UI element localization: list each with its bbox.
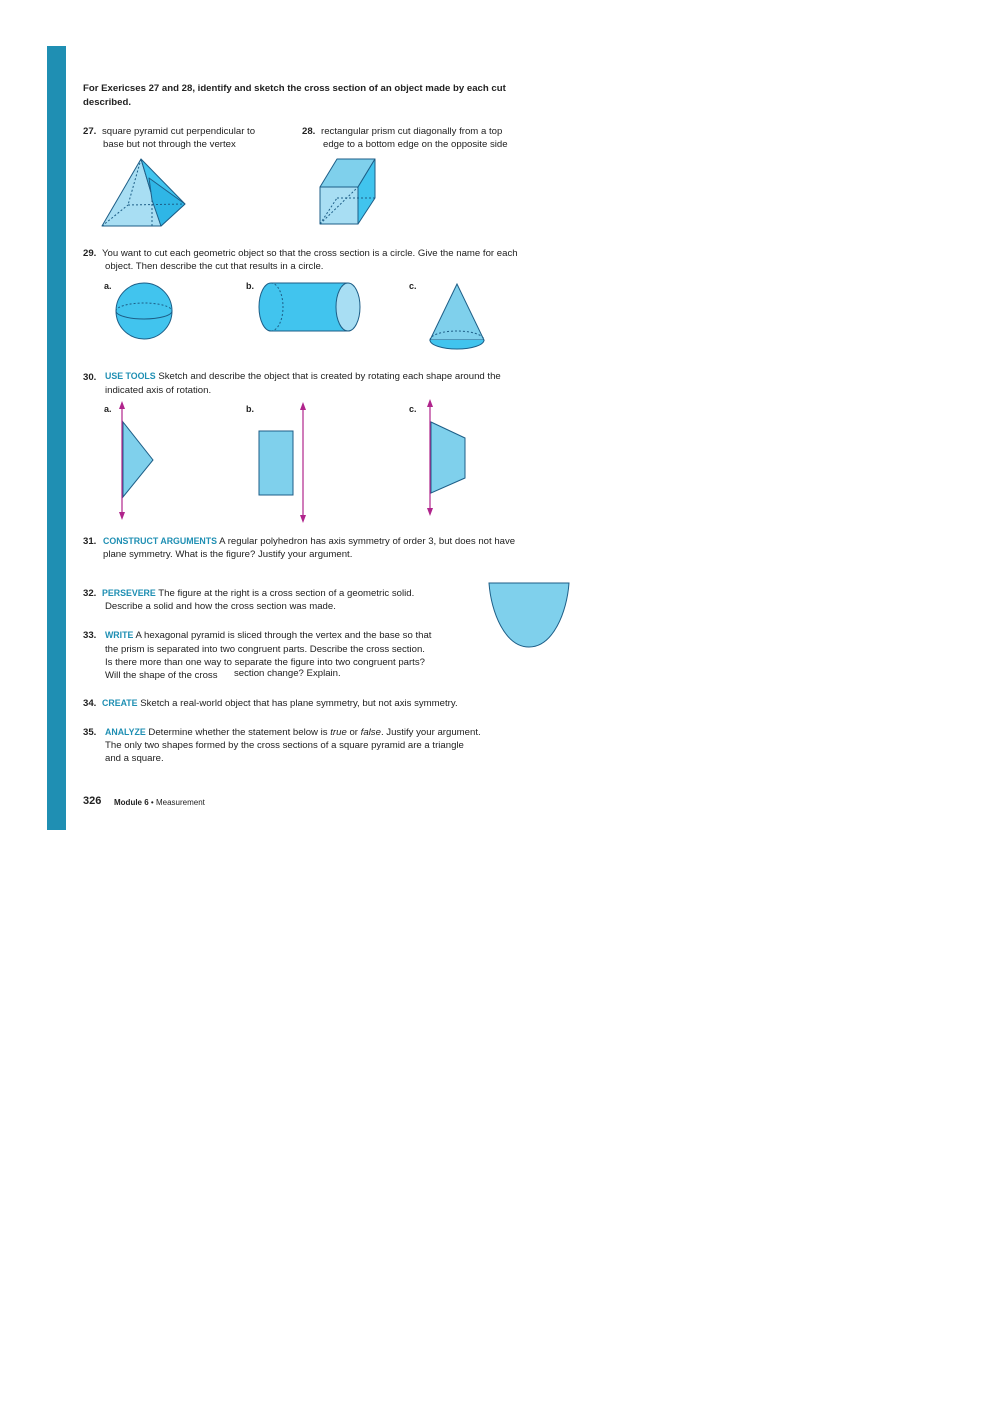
ex30-triangle-figure xyxy=(119,401,153,520)
ex30-part-a-label: a. xyxy=(104,404,112,414)
ex28-prism-figure xyxy=(320,159,375,224)
ex33-number: 33. xyxy=(83,630,97,641)
ex30-line-2: indicated axis of rotation. xyxy=(105,385,212,396)
ex27-line-1: square pyramid cut perpendicular to xyxy=(102,126,256,137)
ex33-line-4a: Will the shape of the cross xyxy=(105,670,218,681)
ex35-text-b: . Justify your argument. xyxy=(380,727,481,738)
ex27-number: 27. xyxy=(83,126,97,137)
ex30-text: Sketch and describe the object that is created by rotating each shape around the xyxy=(158,371,501,382)
ex31-line-2: plane symmetry. What is the figure? Justify your argument. xyxy=(103,549,353,560)
ex28-line-2: edge to a bottom edge on the opposite side xyxy=(323,139,508,150)
ex27-pyramid-figure xyxy=(102,159,185,226)
ex33-line-3: Is there more than one way to separate the figure into two congruent parts? xyxy=(105,657,425,668)
ex35-number: 35. xyxy=(83,727,97,738)
ex35-or: or xyxy=(349,727,358,738)
ex30-rectangle-figure xyxy=(259,402,306,523)
ex29-cone-figure xyxy=(430,284,484,349)
intro-line-1: For Exericses 27 and 28, identify and sketch the cross section of an object made by each cut xyxy=(83,83,506,94)
ex30-number: 30. xyxy=(83,372,97,383)
ex34-number: 34. xyxy=(83,698,97,709)
ex29-sphere-figure xyxy=(116,283,172,339)
ex31-text: A regular polyhedron has axis symmetry of order 3, but does not have xyxy=(219,536,516,547)
ex29-number: 29. xyxy=(83,248,97,259)
ex35-line-2: The only two shapes formed by the cross sections of a square pyramid are a triangle xyxy=(105,740,464,751)
ex30-trapezoid-figure xyxy=(427,399,465,516)
ex32-cross-section-figure xyxy=(489,583,569,647)
ex33-line-4b: section change? Explain. xyxy=(234,668,341,679)
ex28-line-1: rectangular prism cut diagonally from a top xyxy=(321,126,503,137)
ex30-part-c-label: c. xyxy=(409,404,417,414)
ex32-text: The figure at the right is a cross section of a geometric solid. xyxy=(158,588,415,599)
ex33-keyword: WRITE xyxy=(105,630,134,640)
ex33-line-2: the prism is separated into two congruent parts. Describe the cross section. xyxy=(105,644,425,655)
ex27-line-2: base but not through the vertex xyxy=(103,139,236,150)
ex35-keyword: ANALYZE xyxy=(105,727,146,737)
ex35-true: true xyxy=(330,727,347,738)
footer-module-name: Module 6 xyxy=(114,798,149,807)
footer-sep: • xyxy=(150,798,154,807)
ex30-keyword: USE TOOLS xyxy=(105,371,156,381)
ex29-part-c-label: c. xyxy=(409,281,417,291)
ex29-part-a-label: a. xyxy=(104,281,112,291)
ex32-keyword: PERSEVERE xyxy=(102,588,156,598)
ex35-false: false xyxy=(360,727,381,738)
footer-title: Measurement xyxy=(155,798,205,807)
ex29-line-1: You want to cut each geometric object so that the cross section is a circle. Give the name for each xyxy=(102,248,518,259)
ex29-part-b-label: b. xyxy=(246,281,254,291)
ex31-number: 31. xyxy=(83,536,97,547)
ex32-number: 32. xyxy=(83,588,97,599)
ex33-text: A hexagonal pyramid is sliced through the vertex and the base so that xyxy=(135,630,432,641)
page-number: 326 xyxy=(83,795,102,807)
ex30-part-b-label: b. xyxy=(246,404,254,414)
ex32-line-2: Describe a solid and how the cross section was made. xyxy=(105,601,336,612)
ex35-line-3: and a square. xyxy=(105,753,164,764)
intro-line-2: described. xyxy=(83,97,131,108)
ex35-text-a: Determine whether the statement below is xyxy=(148,727,328,738)
ex31-keyword: CONSTRUCT ARGUMENTS xyxy=(103,536,218,546)
ex34-keyword: CREATE xyxy=(102,698,138,708)
ex29-line-2: object. Then describe the cut that results in a circle. xyxy=(105,261,324,272)
ex29-cylinder-figure xyxy=(259,283,360,331)
ex28-number: 28. xyxy=(302,126,316,137)
ex34-text: Sketch a real-world object that has plane symmetry, but not axis symmetry. xyxy=(140,698,458,709)
